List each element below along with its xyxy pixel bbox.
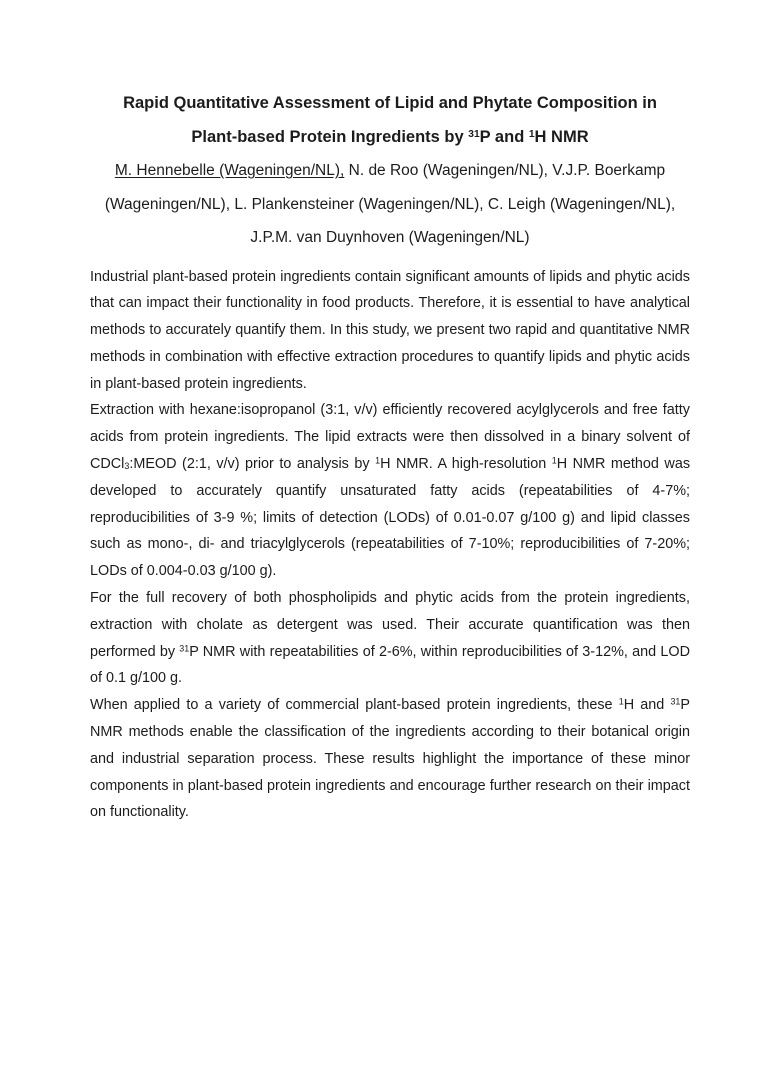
author-line-2: (Wageningen/NL), L. Plankensteiner (Wageningen/NL), C. Leigh (Wageningen/NL), xyxy=(104,195,676,213)
abstract-body xyxy=(90,264,690,827)
title-line-2: Plant-based Protein Ingredients by $^{31}$P and $^1$H NMR xyxy=(191,128,589,146)
abstract-paragraph-4: When applied to a variety of commercial plant-based protein ingredients, these $^1$H and $^{31}$P NMR methods enable the classification of the ingredients according to their botanical origin and industrial separation process. These results highlight the importance of these minor components in plant-based protein ingredients and encourage further research on their impact on functionality. xyxy=(90,696,690,821)
title-line-1: Rapid Quantitative Assessment of Lipid and Phytate Composition in xyxy=(123,94,657,112)
abstract-paragraph-1: Industrial plant-based protein ingredients contain significant amounts of lipids and phytic acids that can impact their functionality in food products. Therefore, it is essential to have analytical methods to accurately quantify them. In this study, we present two rapid and quantitative NMR methods in combination with effective extraction procedures to quantify lipids and phytic acids in plant-based protein ingredients. xyxy=(90,268,690,392)
author-list xyxy=(90,154,690,255)
author-line-3: J.P.M. van Duynhoven (Wageningen/NL) xyxy=(250,229,530,246)
abstract-paragraph-3: For the full recovery of both phospholipids and phytic acids from the protein ingredients, extraction with cholate as detergent was used. Their accurate quantification was then performed by $^{31}$P NMR with repeatabilities of 2-6%, within reproducibilities of 3-12%, and LOD of 0.1 g/100 g. xyxy=(90,590,690,687)
document-title xyxy=(90,86,690,154)
abstract-paragraph-2: Extraction with hexane:isopropanol (3:1, v/v) efficiently recovered acylglycerols and free fatty acids from protein ingredients. The lipid extracts were then dissolved in a binary solvent of CDCl$_3$:MEOD (2:1, v/v) prior to analysis by $^1$H NMR. A high-resolution $^1$H NMR method was developed to accurately quantify unsaturated fatty acids (repeatabilities of 4-7%; reproducibilities of 3-9 %; limits of detection (LODs) of 0.01-0.07 g/100 g) and lipid classes such as mono-, di- and triacylglycerols (repeatabilities of 7-10%; reproducibilities of 7-20%; LODs of 0.004-0.03 g/100 g). xyxy=(90,402,691,580)
author-line-1: M. Hennebelle (Wageningen/NL), N. de Roo (Wageningen/NL), V.J.P. Boerkamp xyxy=(114,162,666,179)
